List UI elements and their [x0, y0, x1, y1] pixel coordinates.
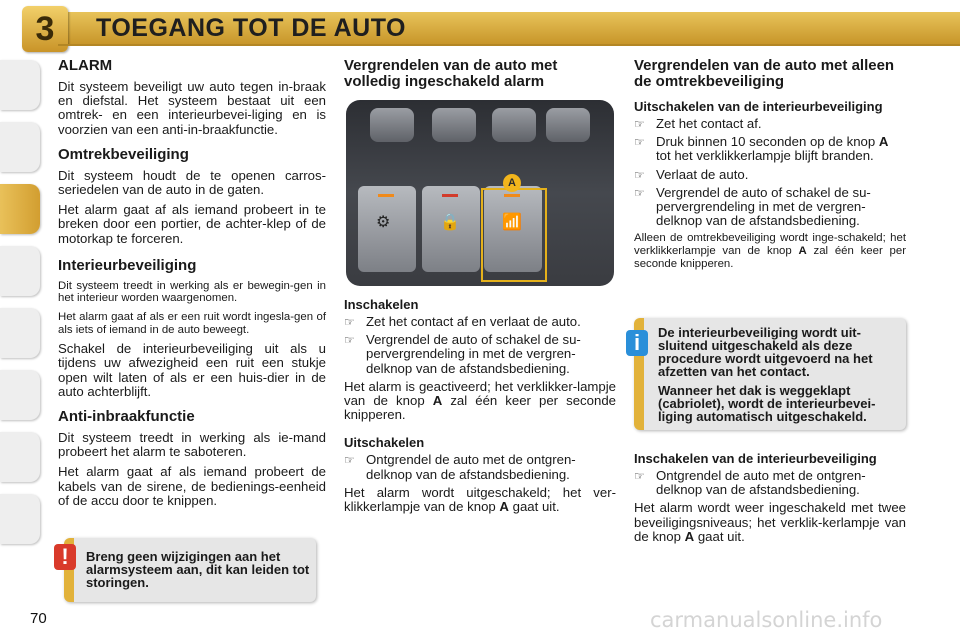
list-item: ☞ Zet het contact af en verlaat de auto. [344, 314, 581, 329]
warning-exclamation-icon: ! [54, 544, 76, 570]
anti-inbraak-heading: Anti-inbraakfunctie [58, 408, 195, 426]
side-tab[interactable] [0, 308, 40, 358]
hand-pointer-icon: ☞ [344, 453, 355, 468]
page-title: TOEGANG TOT DE AUTO [96, 14, 406, 42]
interieur-paragraph: Schakel de interieurbeveiliging uit als u tijdens uw afwezigheid een ruit een stukje open wilt laten of als er een huis-dier in de auto achterblijft. [58, 341, 326, 399]
inschakelen-interieur-heading: Inschakelen van de interieurbeveiliging [634, 451, 877, 466]
hand-pointer-icon: ☞ [634, 167, 645, 182]
column-alarm [58, 58, 326, 514]
hand-pointer-icon: ☞ [634, 135, 645, 150]
dashboard-buttons-photo [346, 100, 614, 286]
callout-a: A [503, 174, 521, 192]
perimeter-result: Alleen de omtrekbeveiliging wordt inge-schakeld; het verklikkerlampje van de knop A zal één keer per seconde knipperen. [634, 232, 906, 270]
anti-paragraph-1: Dit systeem treedt in werking als ie-mand probeert het alarm te saboteren. [58, 430, 326, 460]
full-alarm-heading: Vergrendelen van de auto met volledig ingeschakeld alarm [344, 57, 558, 90]
hand-pointer-icon: ☞ [344, 333, 355, 348]
esp-off-button: ⚙ [358, 186, 416, 272]
perimeter-heading: Vergrendelen van de auto met alleen de omtrekbeveiliging [634, 57, 895, 90]
warning-note [64, 538, 316, 602]
inschakelen-interieur-result: Het alarm wordt weer ingeschakeld met twee beveiligingsniveaus; het verklik-kerlampje van de knop A gaat uit. [634, 500, 906, 544]
alarm-heading: ALARM [58, 57, 113, 74]
info-note-text-2: Wanneer het dak is weggeklapt (cabriolet), wordt de interieurbevei-liging automatisch uitgeschakeld. [658, 383, 876, 424]
warning-note-text: Breng geen wijzigingen aan het alarmsysteem aan, dit kan leiden tot storingen. [86, 549, 310, 590]
info-note-text-1: De interieurbeveiliging wordt uit-sluitend uitgeschakeld als deze procedure wordt uitgevoerd na het afzetten van het contact. [658, 325, 873, 379]
side-tab[interactable] [0, 122, 40, 172]
interieur-heading: Interieurbeveiliging [58, 256, 197, 274]
info-note [634, 318, 906, 430]
list-item: ☞ Ontgrendel de auto met de ontgren-delknop van de afstandsbediening. [344, 452, 576, 482]
button-a-highlight [481, 188, 547, 282]
page-header [0, 0, 960, 52]
omtrek-heading: Omtrekbeveiliging [58, 145, 189, 163]
side-tab[interactable] [0, 370, 40, 420]
omtrek-paragraph-1: Dit systeem houdt de te openen carros-seriedelen van de auto in de gaten. [58, 167, 326, 198]
info-icon: i [626, 330, 648, 356]
list-item: ☞ Zet het contact af. [634, 116, 762, 131]
hand-pointer-icon: ☞ [634, 117, 645, 131]
uitschakelen-interieur-heading: Uitschakelen van de interieurbeveiliging [634, 99, 883, 114]
child-lock-button: 🔒 [422, 186, 480, 272]
column-perimeter-only [634, 58, 906, 276]
list-item: ☞ Verlaat de auto. [634, 166, 749, 182]
list-item: ☞ Ontgrendel de auto met de ontgren-delknop van de afstandsbediening. [634, 468, 866, 498]
hand-pointer-icon: ☞ [634, 469, 645, 483]
chapter-number: 3 [35, 10, 55, 48]
side-tab-active[interactable] [0, 184, 40, 234]
chapter-side-tabs [0, 60, 50, 580]
alarm-interior-button: 📶 [484, 186, 542, 272]
side-tab[interactable] [0, 246, 40, 296]
hand-pointer-icon: ☞ [344, 315, 355, 329]
watermark: carmanualsonline.info [650, 608, 883, 632]
uitschakelen-result: Het alarm wordt uitgeschakeld; het ver-klikkerlampje van de knop A gaat uit. [344, 484, 616, 515]
side-tab[interactable] [0, 60, 40, 110]
side-tab[interactable] [0, 494, 40, 544]
column-full-alarm [344, 58, 616, 96]
interieur-small-1: Dit systeem treedt in werking als er bewegin-gen in het interieur worden waargenomen. [58, 279, 326, 305]
inschakelen-heading: Inschakelen [344, 297, 419, 312]
omtrek-paragraph-2: Het alarm gaat af als iemand probeert in te breken door een portier, de achter-klep of de motorkap te forceren. [58, 202, 326, 246]
list-item: ☞ Druk binnen 10 seconden op de knop A tot het verklikkerlampje blijft branden. [634, 134, 889, 164]
column-perimeter-on [634, 452, 906, 550]
climate-button [432, 108, 476, 142]
page-number: 70 [30, 610, 47, 627]
inschakelen-result: Het alarm is geactiveerd; het verklikker-lampje van de knop A zal één keer per seconde knipperen. [344, 378, 616, 423]
hand-pointer-icon: ☞ [634, 185, 645, 200]
anti-paragraph-2: Het alarm gaat af als iemand probeert de kabels van de sirene, de bedienings-eenheid of de accu door te knippen. [58, 464, 326, 508]
rear-defrost-button [370, 108, 414, 142]
list-item: ☞ Vergrendel de auto of schakel de su-pervergrendeling in met de vergren-delknop van de afstandsbediening. [634, 184, 871, 229]
recirculation-button [492, 108, 536, 142]
column-full-alarm-steps [344, 298, 616, 520]
list-item: ☞ Vergrendel de auto of schakel de su-pervergrendeling in met de vergren-delknop van de afstandsbediening. [344, 332, 581, 376]
alarm-paragraph: Dit systeem beveiligt uw auto tegen in-braak en diefstal. Het systeem bestaat uit een omtrek- en een interieurbevei-liging en is voorzien van een anti-in-braakfunctie. [58, 79, 326, 137]
header-rule [58, 44, 960, 46]
side-tab[interactable] [0, 432, 40, 482]
interieur-small-2: Het alarm gaat af als er een ruit wordt ingesla-gen of als iets of iemand in de auto beweegt. [58, 311, 326, 336]
fan-button [546, 108, 590, 142]
uitschakelen-heading: Uitschakelen [344, 435, 425, 451]
